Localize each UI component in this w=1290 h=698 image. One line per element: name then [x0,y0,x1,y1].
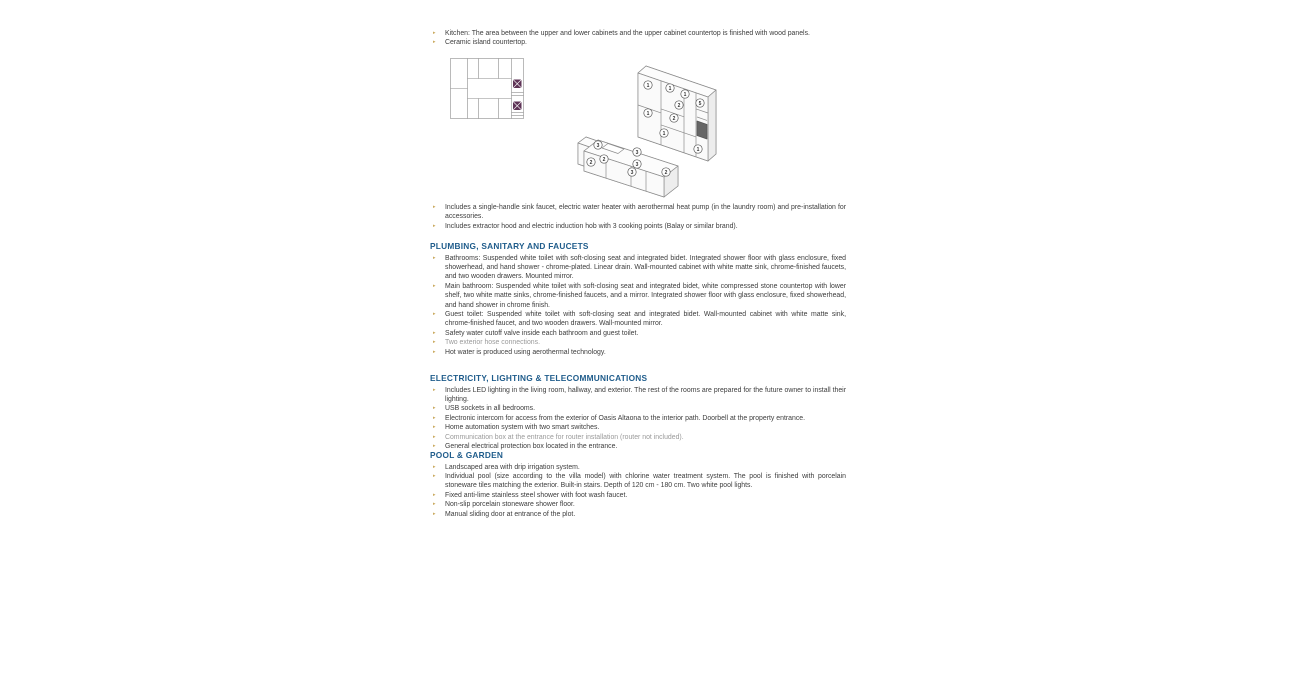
bullet-marker-icon: ▸ [433,329,436,336]
section-bullets [430,463,846,519]
svg-text:2: 2 [677,102,681,109]
bullet-marker-icon: ▸ [433,424,436,431]
diagram-callout-2 [670,114,678,122]
bullet-marker-icon: ▸ [433,433,436,440]
section-title: PLUMBING, SANITARY AND FAUCETS [430,241,589,251]
appliance-symbol-icon [513,80,522,89]
bullet-item [430,463,846,472]
bullet-item [430,510,846,519]
bullet-text: Home automation system with two smart switches. [445,424,600,432]
bullet-item [430,329,846,338]
svg-text:3: 3 [596,142,600,149]
diagram-callout-5 [696,99,704,107]
section-pool-garden [430,450,846,519]
bullet-marker-icon: ▸ [433,39,436,46]
bullet-item [430,491,846,500]
bullet-marker-icon: ▸ [433,222,436,229]
bullet-item [430,203,846,222]
bullet-marker-icon: ▸ [433,491,436,498]
diagram-callout-1 [644,81,652,89]
bullet-marker-icon: ▸ [433,348,436,355]
svg-text:1: 1 [668,85,672,92]
bullet-marker-icon: ▸ [433,501,436,508]
bullet-item [430,500,846,509]
bullet-marker-icon: ▸ [433,442,436,449]
bullet-item [430,310,846,329]
bullet-item [430,423,846,432]
diagram-callout-1 [694,145,702,153]
diagram-callout-2 [600,155,608,163]
svg-text:2: 2 [602,156,606,163]
diagram-callout-3 [633,160,641,168]
bullet-item [430,433,846,442]
bullet-text: USB sockets in all bedrooms. [445,405,535,413]
kitchen-finish-bullets [430,29,846,48]
diagram-callout-1 [660,129,668,137]
section-plumbing [430,241,846,357]
bullet-item [430,282,846,310]
bullet-item [430,254,846,282]
bullet-marker-icon: ▸ [433,405,436,412]
bullet-text: Landscaped area with drip irrigation system. [445,463,580,471]
bullet-item [430,386,846,405]
appliance-bullets [430,203,846,231]
bullet-item [430,404,846,413]
bullet-text: Kitchen: The area between the upper and lower cabinets and the upper cabinet countertop is finished with wood panels. [445,30,810,37]
section-title: ELECTRICITY, LIGHTING & TELECOMMUNICATIONS [430,373,648,383]
bullet-item [430,222,846,231]
svg-text:2: 2 [664,169,668,176]
bullet-text: Manual sliding door at entrance of the plot. [445,510,576,518]
kitchen-elevation-drawing [449,57,525,121]
svg-text:1: 1 [662,130,666,137]
diagram-callout-1 [681,90,689,98]
bullet-marker-icon: ▸ [433,254,436,261]
svg-text:1: 1 [696,146,700,153]
bullet-text: Hot water is produced using aerothermal technology. [445,348,606,356]
bullet-marker-icon: ▸ [433,414,436,421]
diagram-callout-2 [662,168,670,176]
bullet-text: Fixed anti-lime stainless steel shower with foot wash faucet. [445,491,628,499]
bullet-item [430,338,846,347]
bullet-item [430,38,846,47]
bullet-marker-icon: ▸ [433,386,436,393]
bullet-item [430,29,846,38]
bullet-marker-icon: ▸ [433,339,436,346]
bullet-text: Individual pool (size according to the villa model) with chlorine water treatment system. The pool is finished with porcelain stoneware tiles matching the exterior. Built-in stairs. Depth of 120 cm - 180 cm. Two white pool lights. [445,472,846,490]
bullet-marker-icon: ▸ [433,30,436,36]
diagram-callout-2 [675,101,683,109]
bullet-text: Bathrooms: Suspended white toilet with soft-closing seat and integrated bidet. Integrated shower floor with glass enclosure, fixed showerhead, and hand shower - chrome-plated. Linear drain. Wall-mounted cabinet with white matte sink, chrome-finished faucets, and two wooden drawers. Mounted mirror. [445,254,846,281]
bullet-marker-icon: ▸ [433,510,436,517]
appliance-symbol-icon [513,102,522,111]
svg-text:1: 1 [646,110,650,117]
section-title: POOL & GARDEN [430,450,504,460]
bullet-text: Main bathroom: Suspended white toilet with soft-closing seat and integrated bidet, white compressed stone countertop with lower shelf, two white matte sinks, chrome-finished faucets, and a mirror. Integrated shower floor with glass enclosure, fixed showerhead, and hand shower in chrome finish. [445,282,846,309]
bullet-marker-icon: ▸ [433,310,436,317]
svg-text:5: 5 [698,100,702,107]
section-electricity [430,373,846,451]
specification-document [430,0,846,698]
bullet-marker-icon: ▸ [433,463,436,470]
section-bullets [430,386,846,452]
bullet-text: Guest toilet: Suspended white toilet with soft-closing seat and integrated bidet. Wall-mounted cabinet with white matte sink, chrome-finished faucet, and two wooden drawers. Wall-mounted mirror. [445,310,846,328]
bullet-item [430,348,846,357]
bullet-text: Includes LED lighting in the living room, hallway, and exterior. The rest of the rooms are prepared for the future owner to install their lighting. [445,386,846,403]
kitchen-isometric-drawing [576,59,728,199]
svg-text:3: 3 [635,161,639,168]
bullet-text: Communication box at the entrance for router installation (router not included). [445,433,684,441]
bullet-marker-icon: ▸ [433,282,436,289]
svg-text:1: 1 [683,91,687,98]
diagram-callout-1 [644,109,652,117]
diagram-callout-3 [628,168,636,176]
svg-text:3: 3 [630,169,634,176]
bullet-item [430,414,846,423]
bullet-marker-icon: ▸ [433,204,436,210]
diagram-callout-3 [633,148,641,156]
diagram-callout-1 [666,84,674,92]
bullet-item [430,472,846,491]
svg-text:2: 2 [672,115,676,122]
bullet-text: Safety water cutoff valve inside each bathroom and guest toilet. [445,329,639,337]
bullet-text: Electronic intercom for access from the exterior of Oasis Altaona to the interior path. Doorbell at the property entrance. [445,414,806,422]
bullet-marker-icon: ▸ [433,472,436,479]
bullet-text: General electrical protection box located in the entrance. [445,442,618,450]
bullet-text: Includes a single-handle sink faucet, electric water heater with aerothermal heat pump (in the laundry room) and pre-installation for accessories. [445,204,846,221]
section-bullets [430,254,846,357]
bullet-text: Includes extractor hood and electric induction hob with 3 cooking points (Balay or similar brand). [445,222,738,230]
bullet-text: Non-slip porcelain stoneware shower floor. [445,501,575,509]
bullet-text: Ceramic island countertop. [445,39,527,47]
diagram-callout-2 [587,158,595,166]
svg-text:3: 3 [635,149,639,156]
bullet-text: Two exterior hose connections. [445,339,540,347]
diagram-callout-3 [594,141,602,149]
svg-text:2: 2 [589,159,593,166]
svg-text:1: 1 [646,82,650,89]
